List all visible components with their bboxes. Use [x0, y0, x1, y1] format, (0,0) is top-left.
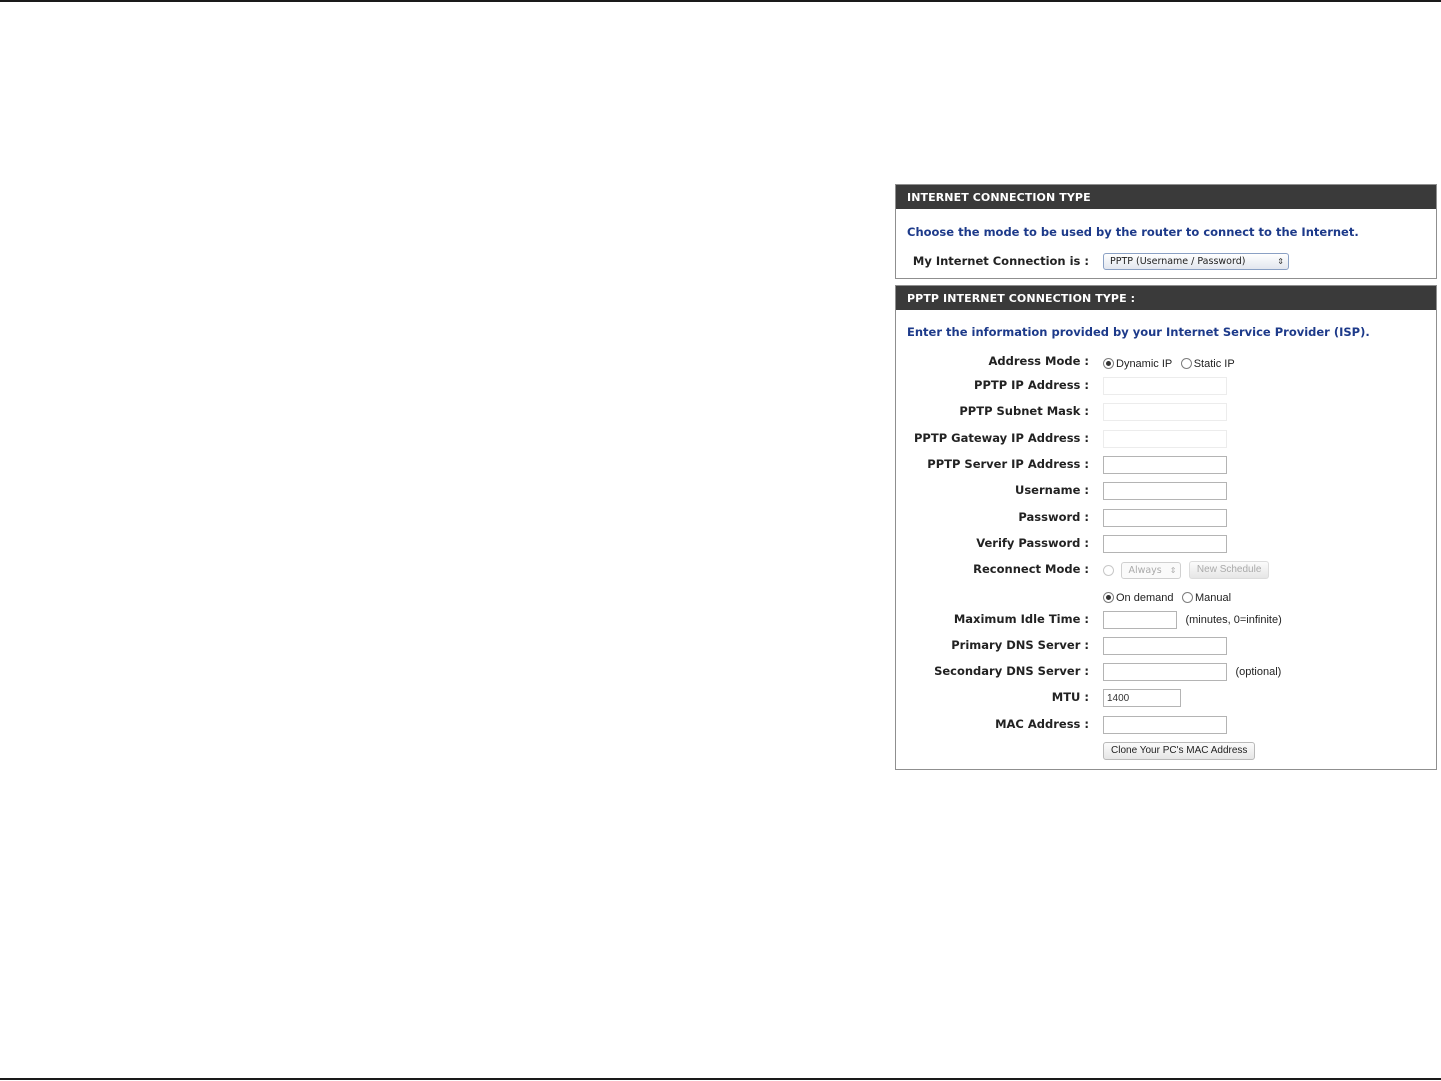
- bottom-rule: [0, 1078, 1441, 1080]
- pptp-subnet-input[interactable]: [1103, 403, 1227, 421]
- username-input[interactable]: [1103, 482, 1227, 500]
- static-ip-radio[interactable]: [1181, 358, 1192, 369]
- pptp-ip-input[interactable]: [1103, 377, 1227, 395]
- primary-dns-label: Primary DNS Server :: [951, 638, 1089, 652]
- dynamic-ip-label: Dynamic IP: [1116, 357, 1173, 370]
- internet-connection-type-panel: [895, 184, 1437, 279]
- address-mode-label: Address Mode :: [988, 354, 1089, 368]
- connection-type-value: PPTP (Username / Password): [1110, 256, 1246, 268]
- pptp-gateway-input[interactable]: [1103, 430, 1227, 448]
- pptp-server-input[interactable]: [1103, 456, 1227, 474]
- top-rule: [0, 0, 1441, 2]
- max-idle-input[interactable]: [1103, 611, 1177, 629]
- manual-radio[interactable]: [1182, 592, 1193, 603]
- pptp-server-label: PPTP Server IP Address :: [927, 457, 1089, 471]
- pptp-ip-label: PPTP IP Address :: [974, 378, 1089, 392]
- connection-type-select[interactable]: [1103, 253, 1289, 270]
- username-label: Username :: [1015, 483, 1089, 497]
- password-label: Password :: [1018, 510, 1089, 524]
- max-idle-label: Maximum Idle Time :: [953, 612, 1089, 626]
- clone-mac-button[interactable]: Clone Your PC's MAC Address: [1103, 742, 1255, 760]
- dynamic-ip-radio[interactable]: [1103, 358, 1114, 369]
- panel-header: INTERNET CONNECTION TYPE: [896, 185, 1436, 209]
- new-schedule-button[interactable]: New Schedule: [1189, 561, 1269, 579]
- pptp-connection-panel: [895, 285, 1437, 770]
- manual-label: Manual: [1194, 591, 1232, 604]
- static-ip-label: Static IP: [1193, 357, 1235, 370]
- pptp-gateway-label: PPTP Gateway IP Address :: [914, 431, 1089, 445]
- on-demand-label: On demand: [1116, 591, 1174, 604]
- select-arrows-icon: ⇕: [1169, 565, 1177, 575]
- max-idle-note: (minutes, 0=infinite): [1185, 614, 1282, 626]
- schedule-value: Always: [1128, 564, 1162, 576]
- pptp-subnet-label: PPTP Subnet Mask :: [959, 404, 1089, 418]
- always-on-radio[interactable]: [1103, 565, 1114, 576]
- verify-password-input[interactable]: [1103, 535, 1227, 553]
- on-demand-radio[interactable]: [1103, 592, 1114, 603]
- mac-address-input[interactable]: [1103, 716, 1227, 734]
- panel-header: PPTP INTERNET CONNECTION TYPE :: [896, 286, 1436, 310]
- panel-description: Enter the information provided by your Internet Service Provider (ISP).: [907, 325, 1370, 339]
- schedule-select[interactable]: [1121, 562, 1181, 579]
- mac-address-label: MAC Address :: [995, 717, 1089, 731]
- panel-description: Choose the mode to be used by the router to connect to the Internet.: [907, 225, 1359, 239]
- password-input[interactable]: [1103, 509, 1227, 527]
- secondary-dns-label: Secondary DNS Server :: [934, 664, 1089, 678]
- connection-type-label: My Internet Connection is :: [912, 254, 1089, 268]
- mtu-label: MTU :: [1051, 690, 1089, 704]
- primary-dns-input[interactable]: [1103, 637, 1227, 655]
- secondary-dns-note: (optional): [1235, 666, 1282, 678]
- secondary-dns-input[interactable]: [1103, 663, 1227, 681]
- verify-password-label: Verify Password :: [976, 536, 1089, 550]
- select-arrows-icon: ⇕: [1277, 257, 1284, 267]
- mtu-input[interactable]: [1103, 689, 1181, 707]
- reconnect-mode-label: Reconnect Mode :: [973, 562, 1089, 576]
